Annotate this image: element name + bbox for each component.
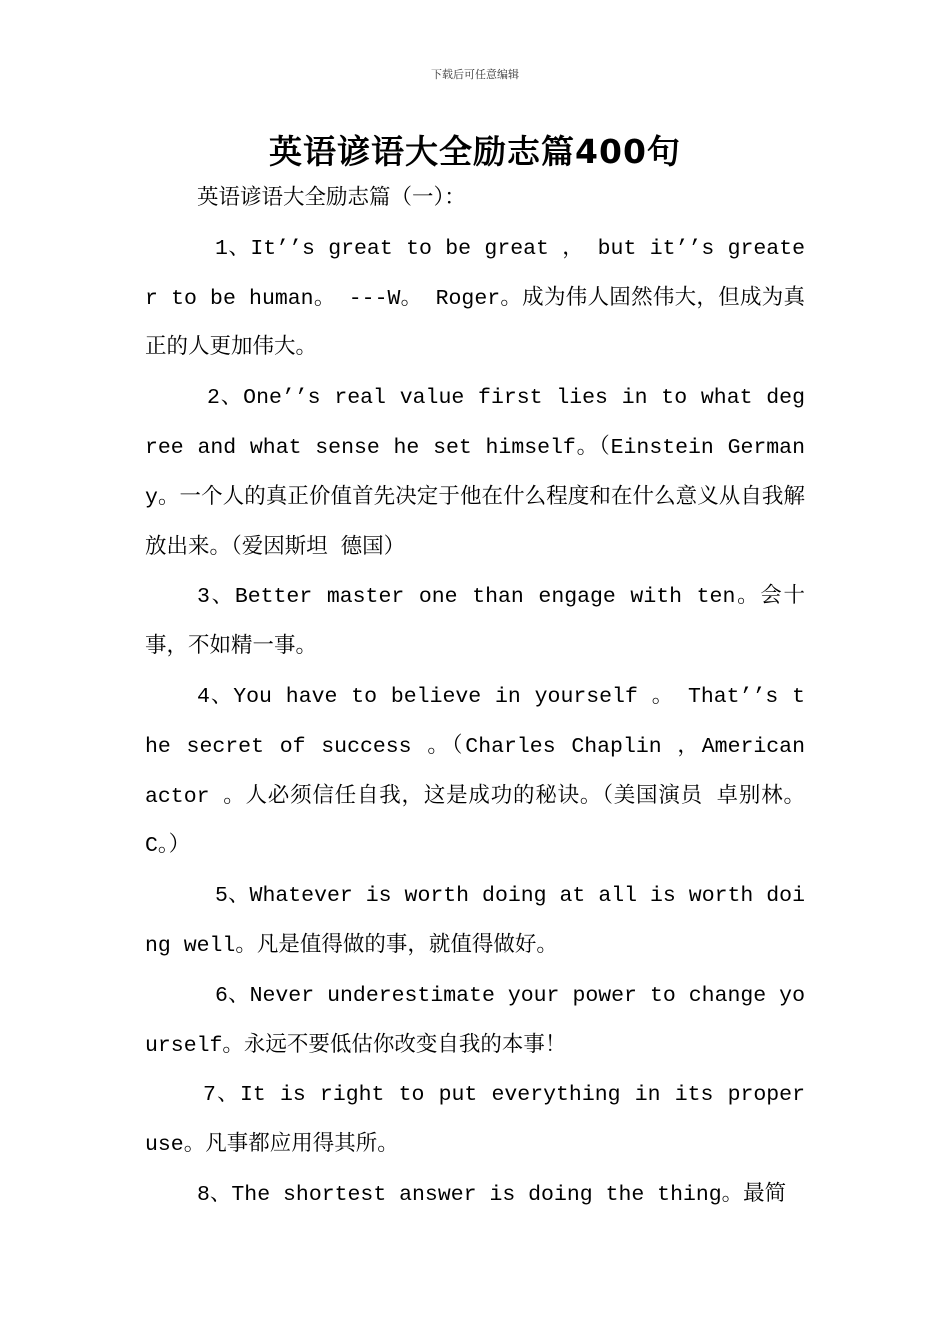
- proverb-item-5: 5、Whatever is worth doing at all is worth doing well。凡是值得做的事，就值得做好。: [145, 884, 805, 958]
- proverb-item-1: 1、It’’s great to be great ， but it’’s greater to be human。 ---W。 Roger。成为伟人固然伟大，但成为真正的人更加伟大。: [145, 236, 805, 361]
- proverb-item-3: 3、Better master one than engage with ten。会十事，不如精一事。: [145, 585, 805, 660]
- document-body: [145, 175, 805, 1221]
- header-note: 下载后可任意编辑: [431, 68, 519, 81]
- proverb-item-6: 6、Never underestimate your power to change yourself。永远不要低估你改变自我的本事！: [145, 983, 805, 1058]
- proverb-item-4: 4、You have to believe in yourself 。 That’’s the secret of success 。（Charles Chaplin ，American actor 。人必须信任自我，这是成功的秘诀。（美国演员 卓别林。 C。）: [145, 684, 805, 859]
- page-title: 英语谚语大全励志篇400句: [269, 132, 681, 171]
- proverb-item-8: 8、The shortest answer is doing the thing。最简: [197, 1182, 787, 1207]
- proverb-item-2: 2、One’’s real value first lies in to what degree and what sense he set himself。（Einstein Germany。一个人的真正价值首先决定于他在什么程度和在什么意义从自我解放出来。（爱因斯坦 德国）: [145, 386, 805, 560]
- proverb-item-7: 7、It is right to put everything in its proper use。凡事都应用得其所。: [145, 1083, 805, 1158]
- section-subtitle: 英语谚语大全励志篇（一）：: [197, 187, 466, 211]
